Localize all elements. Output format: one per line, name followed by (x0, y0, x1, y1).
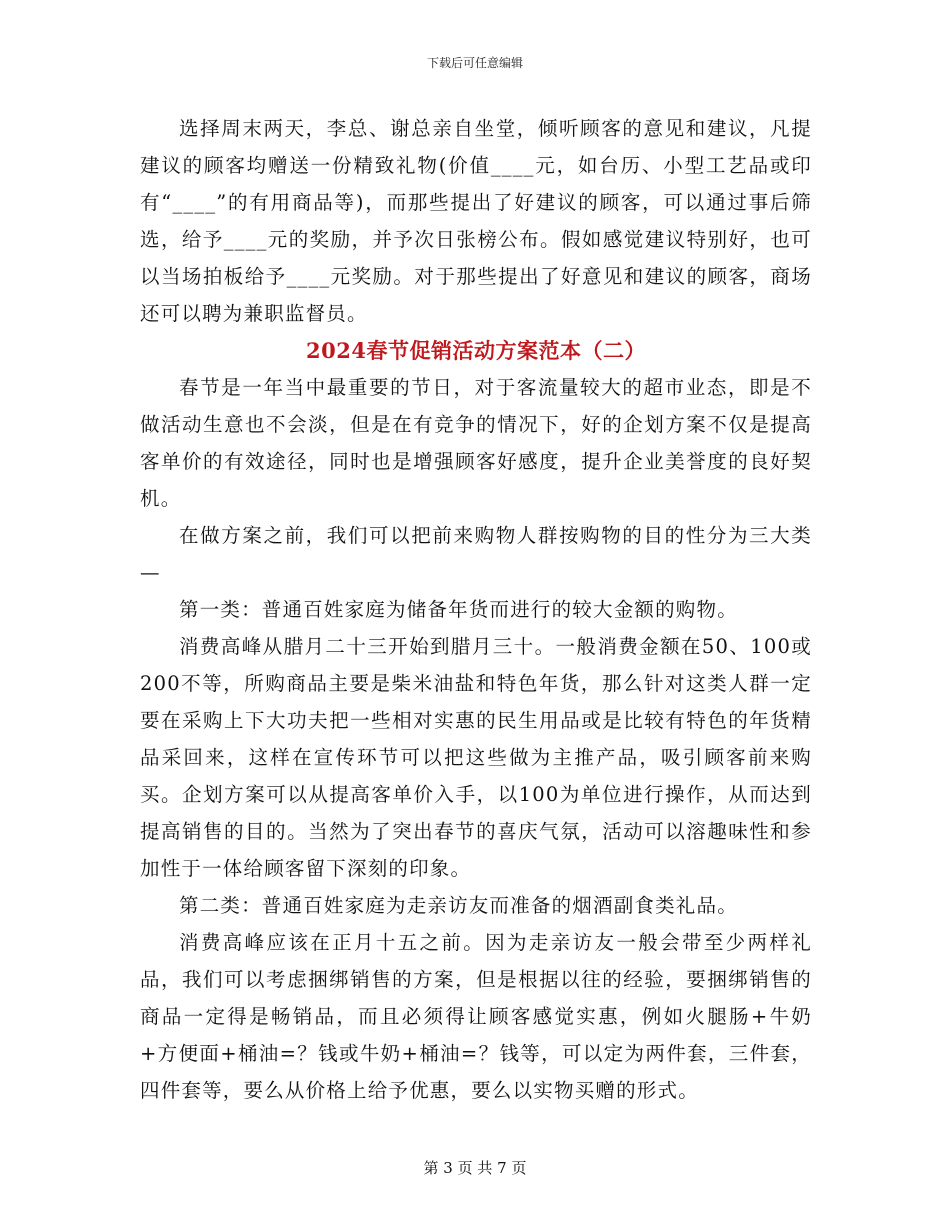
paragraph-feedback-reward: 选择周末两天，李总、谢总亲自坐堂，倾听顾客的意见和建议，凡提建议的顾客均赠送一份精致礼物(价值____元，如台历、小型工艺品或印有“____”的有用商品等)，而那些提出了好建议的顾客，可以通过事后筛选，给予____元的奖励，并予次日张榜公布。假如感觉建议特别好，也可以当场拍板给予____元奖励。对于那些提出了好意见和建议的顾客，商场还可以聘为兼职监督员。 (140, 117, 812, 325)
section-title: 2024春节促销活动方案范本（二） (306, 338, 646, 363)
paragraph-category-one: 第一类：普通百姓家庭为储备年货而进行的较大金额的购物。 (179, 598, 738, 621)
paragraph-categories: 在做方案之前，我们可以把前来购物人群按购物的目的性分为三大类— (140, 524, 812, 584)
paragraph-category-two: 第二类：普通百姓家庭为走亲访友而准备的烟酒副食类礼品。 (179, 894, 738, 917)
document-body (140, 110, 812, 1109)
paragraph-category-one-detail: 消费高峰从腊月二十三开始到腊月三十。一般消费金额在50、100或200不等，所购商品主要是柴米油盐和特色年货，那么针对这类人群一定要在采购上下大功夫把一些相对实惠的民生用品或是比较有特色的年货精品采回来，这样在宣传环节可以把这些做为主推产品，吸引顾客前来购买。企划方案可以从提高客单价入手，以100为单位进行操作，从而达到提高销售的目的。当然为了突出春节的喜庆气氛，活动可以溶趣味性和参加性于一体给顾客留下深刻的印象。 (140, 635, 812, 880)
page-number: 第 3 页 共 7 页 (423, 1159, 527, 1177)
paragraph-category-two-detail: 消费高峰应该在正月十五之前。因为走亲访友一般会带至少两样礼品，我们可以考虑捆绑销售的方案，但是根据以往的经验，要捆绑销售的商品一定得是畅销品，而且必须得让顾客感觉实惠，例如火腿肠+牛奶+方便面+桶油=？钱或牛奶+桶油=？钱等，可以定为两件套，三件套，四件套等，要么从价格上给予优惠，要么以实物买赠的形式。 (140, 931, 812, 1102)
paragraph-intro: 春节是一年当中最重要的节日，对于客流量较大的超市业态，即是不做活动生意也不会淡，但是在有竞争的情况下，好的企划方案不仅是提高客单价的有效途径，同时也是增强顾客好感度，提升企业美誉度的良好契机。 (140, 376, 812, 510)
page-header: 下载后可任意编辑 (426, 56, 523, 70)
